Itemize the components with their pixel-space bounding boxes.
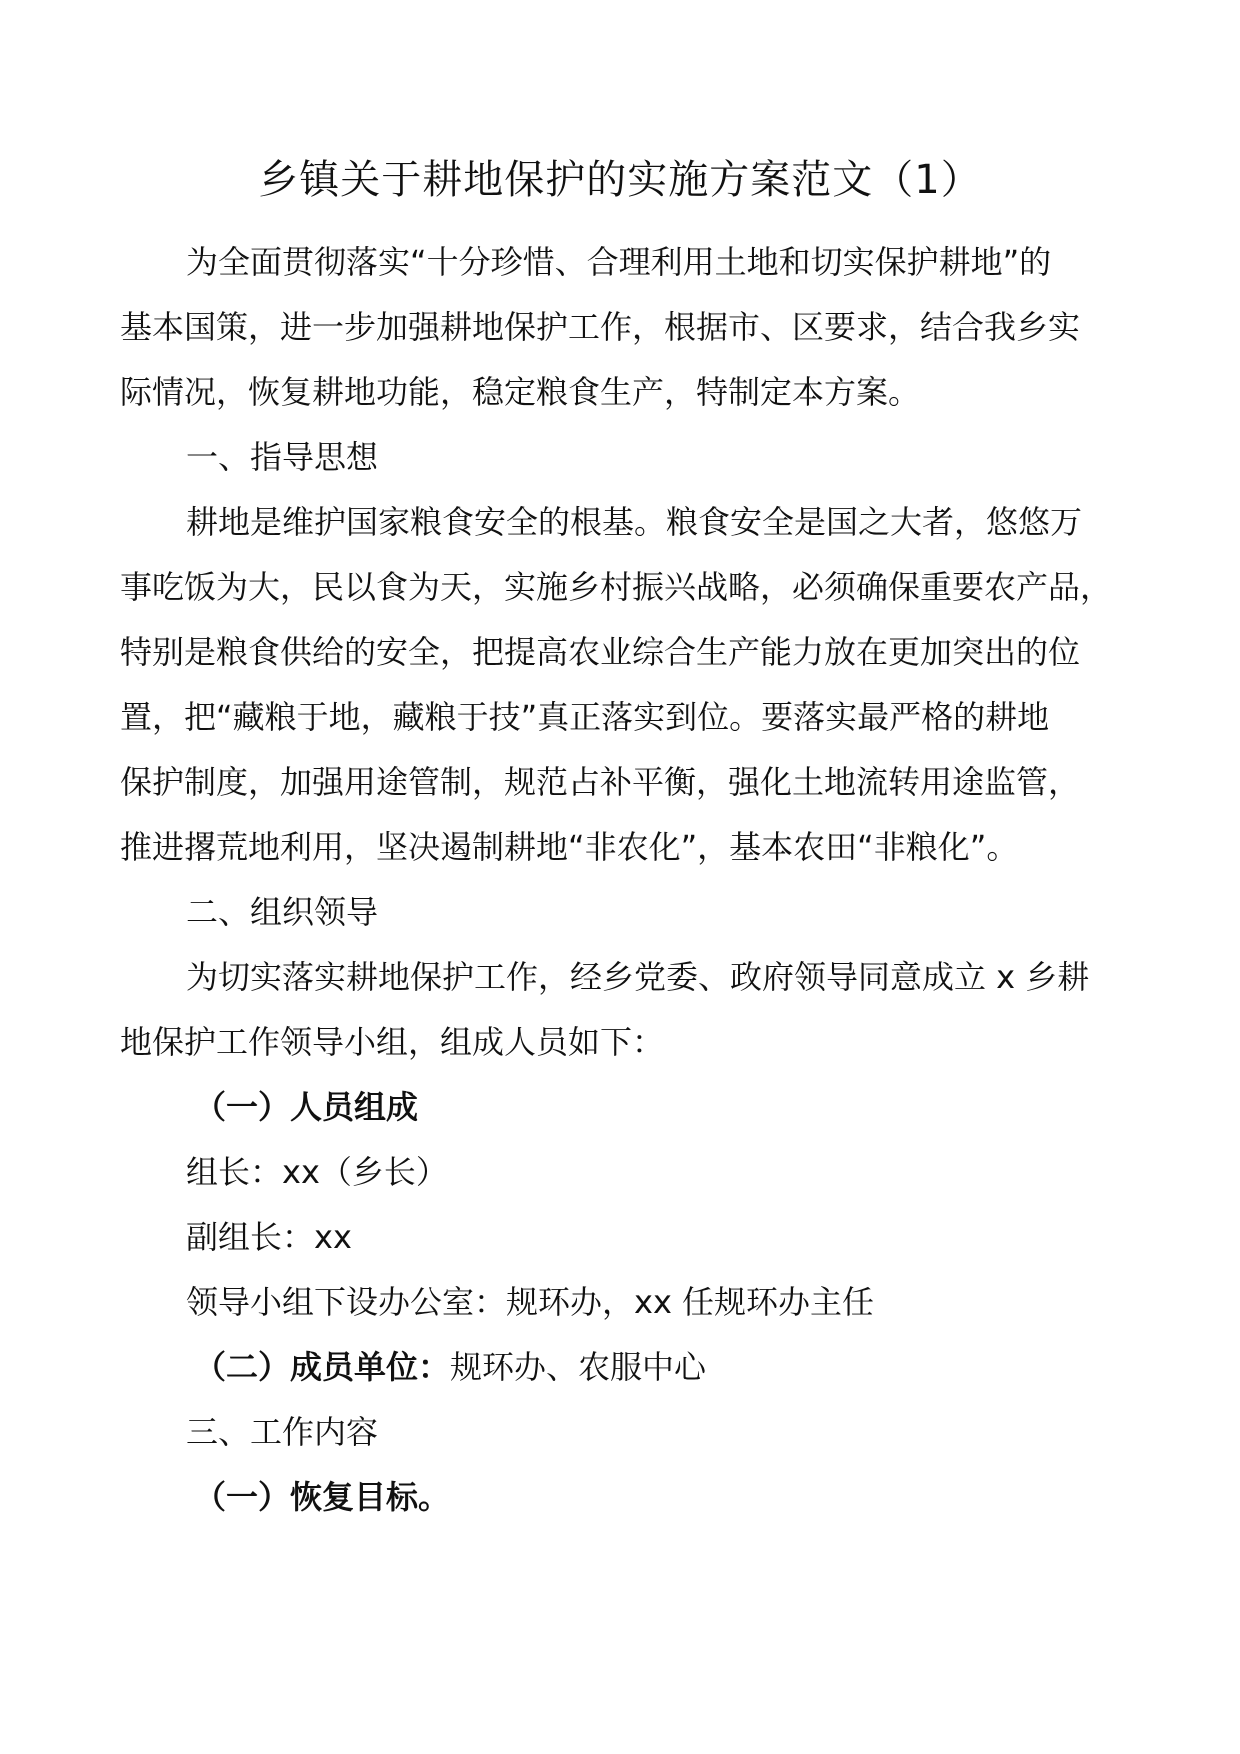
intro-line: 为全面贯彻落实“十分珍惜、合理利用土地和切实保护耕地”的 [186,243,1052,281]
section1-line: 推进撂荒地利用，坚决遏制耕地“非农化”，基本农田“非粮化”。 [120,828,1019,866]
section1-line: 置，把“藏粮于地，藏粮于技”真正落实到位。要落实最严格的耕地 [120,698,1050,736]
intro-paragraph [120,230,1120,425]
section1-line: 事吃饭为大，民以食为天，实施乡村振兴战略，必须确保重要农产品， [120,568,1113,606]
personnel-heading: （一）人员组成 [194,1088,419,1126]
member-units-label: （二）成员单位： [194,1348,451,1386]
leader-line: 组长：xx（乡长） [186,1153,448,1191]
section1-line: 耕地是维护国家粮食安全的根基。粮食安全是国之大者，悠悠万 [186,503,1083,541]
member-units-value: 规环办、农服中心 [450,1348,707,1386]
section2-paragraph [120,945,1120,1075]
restore-heading: （一）恢复目标。 [194,1478,451,1516]
section2-line: 地保护工作领导小组，组成人员如下： [120,1023,665,1061]
section2-heading: 二、组织领导 [186,893,379,931]
office-line: 领导小组下设办公室：规环办，xx 任规环办主任 [186,1283,875,1321]
section2-line: 为切实落实耕地保护工作，经乡党委、政府领导同意成立 x 乡耕 [186,958,1090,996]
member-units-line [120,1335,1120,1400]
intro-line: 际情况，恢复耕地功能，稳定粮食生产，特制定本方案。 [120,373,921,411]
document-body [120,230,1120,1530]
section1-line: 特别是粮食供给的安全，把提高农业综合生产能力放在更加突出的位 [120,633,1081,671]
section1-paragraph [120,490,1120,880]
section1-heading: 一、指导思想 [186,438,379,476]
section3-heading: 三、工作内容 [186,1413,379,1451]
section1-line: 保护制度，加强用途管制，规范占补平衡，强化土地流转用途监管， [120,763,1081,801]
document-title: 乡镇关于耕地保护的实施方案范文（1） [258,157,982,203]
deputy-leader-line: 副组长：xx [186,1218,352,1256]
intro-line: 基本国策，进一步加强耕地保护工作，根据市、区要求，结合我乡实 [120,308,1081,346]
